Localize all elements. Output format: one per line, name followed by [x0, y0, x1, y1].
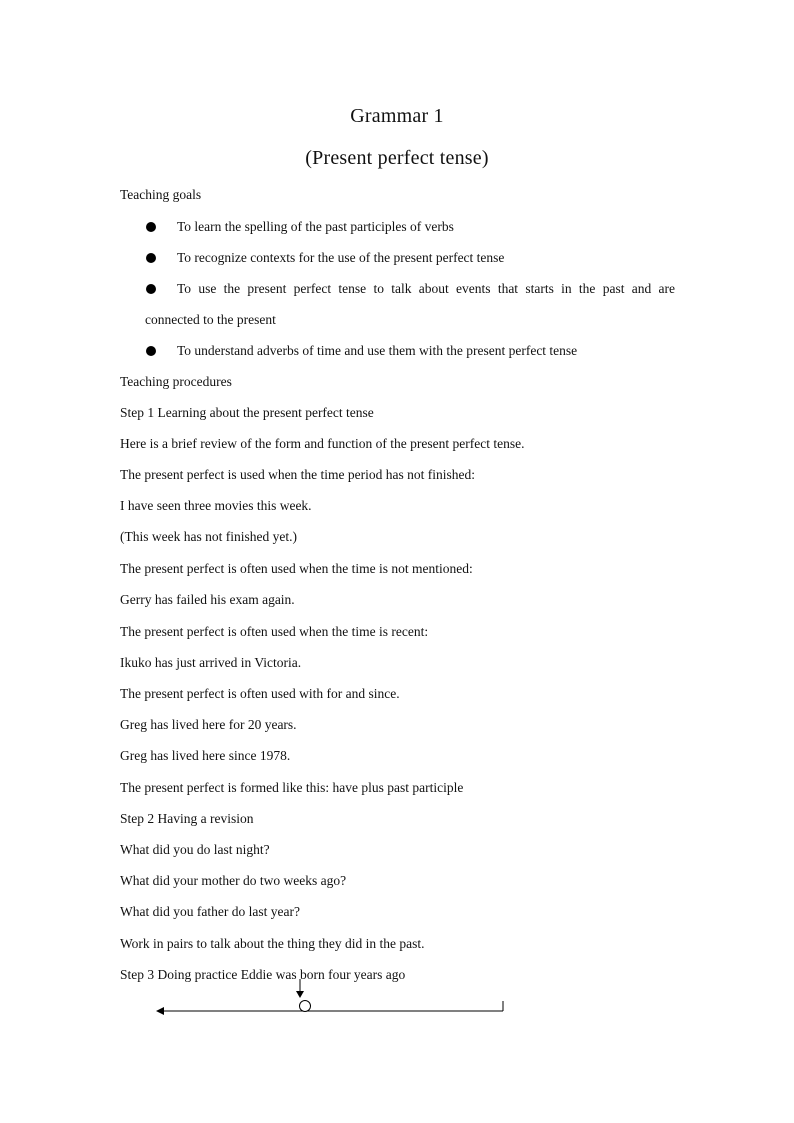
body-line: Step 1 Learning about the present perfect tense [120, 405, 374, 420]
body-line: What did your mother do two weeks ago? [120, 873, 347, 888]
bullet-icon [146, 284, 156, 294]
body-line: (This week has not finished yet.) [120, 529, 297, 544]
timeline-arrowhead-icon [156, 1007, 164, 1015]
body-line: The present perfect is formed like this: have plus past participle [120, 780, 464, 795]
body-line: Greg has lived here since 1978. [120, 748, 291, 763]
body-line: Ikuko has just arrived in Victoria. [120, 655, 302, 670]
goal-item-continued: connected to the present [145, 312, 276, 327]
goals-heading: Teaching goals [120, 187, 202, 202]
body-line: I have seen three movies this week. [120, 498, 312, 513]
body-line: Step 3 Doing practice Eddie was born four years ago [120, 967, 406, 982]
bullet-icon [146, 253, 156, 263]
goal-item: To use the present perfect tense to talk about events that starts in the past and are [177, 281, 675, 296]
body-line: What did you father do last year? [120, 904, 300, 919]
document-title: Grammar 1 [350, 105, 444, 127]
procedures-heading: Teaching procedures [120, 374, 232, 389]
goal-item: To understand adverbs of time and use them with the present perfect tense [177, 343, 578, 358]
goal-item: To learn the spelling of the past participles of verbs [177, 219, 454, 234]
document-subtitle: (Present perfect tense) [305, 147, 489, 169]
body-line: The present perfect is used when the time period has not finished: [120, 467, 476, 482]
body-line: Greg has lived here for 20 years. [120, 717, 297, 732]
body-line: Here is a brief review of the form and function of the present perfect tense. [120, 436, 525, 451]
body-line: The present perfect is often used when the time is not mentioned: [120, 561, 473, 576]
timeline-marker-circle [300, 1001, 311, 1012]
body-line: The present perfect is often used with for and since. [120, 686, 400, 701]
timeline-diagram [150, 975, 510, 1020]
body-line: Work in pairs to talk about the thing they did in the past. [120, 936, 425, 951]
body-line: What did you do last night? [120, 842, 270, 857]
body-line: The present perfect is often used when the time is recent: [120, 624, 429, 639]
body-line: Gerry has failed his exam again. [120, 592, 295, 607]
goal-item: To recognize contexts for the use of the present perfect tense [177, 250, 505, 265]
bullet-icon [146, 346, 156, 356]
pointer-arrow-icon [296, 991, 304, 998]
bullet-icon [146, 222, 156, 232]
body-line: Step 2 Having a revision [120, 811, 254, 826]
